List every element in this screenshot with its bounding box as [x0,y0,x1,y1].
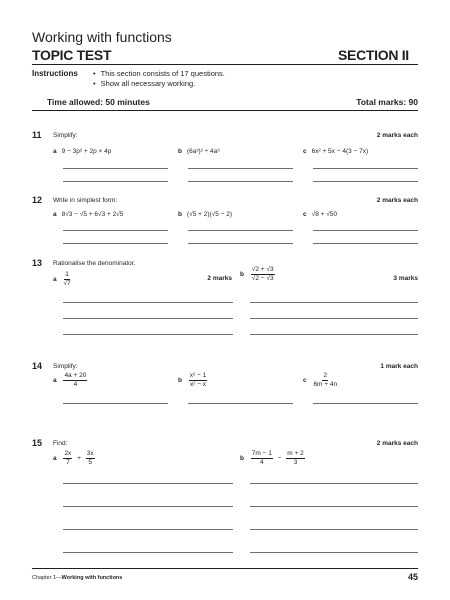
answer-line[interactable] [188,243,293,244]
instructions-divider [32,110,418,111]
fraction [63,271,70,288]
footer-chapter-name: Working with functions [61,575,123,581]
answer-line[interactable] [250,552,418,553]
fraction [286,450,304,467]
expression: √8 + √50 [311,211,338,218]
fraction [63,372,87,389]
fraction [251,450,273,467]
operator: − [277,455,282,463]
question-prompt: Write in simplest form: [53,197,118,204]
part-a [53,450,95,467]
part-label: a [53,276,57,284]
answer-line[interactable] [250,506,418,507]
answer-line[interactable] [63,403,168,404]
question-marks: 2 marks each [376,197,418,204]
part-marks: 3 marks [393,275,418,282]
topic-test-label: TOPIC TEST [32,47,112,63]
answer-line[interactable] [188,168,293,169]
answer-line[interactable] [250,302,418,303]
answer-line[interactable] [313,168,418,169]
answer-line[interactable] [63,318,233,319]
answer-line[interactable] [63,243,168,244]
numerator: 2x [64,450,72,457]
question-marks: 2 marks each [376,132,418,139]
part-c [303,148,368,155]
part-label: b [240,455,244,463]
answer-line[interactable] [63,552,233,553]
answer-line[interactable] [63,506,233,507]
question-number: 12 [32,195,43,205]
answer-line[interactable] [250,318,418,319]
part-b [178,211,232,218]
time-allowed: Time allowed: 50 minutes [47,97,150,107]
operator: + [77,455,81,463]
part-c [303,372,337,389]
footer-chapter [32,575,122,581]
denominator: x² − x [189,381,207,388]
question-prompt: Simplify: [53,132,78,139]
part-a [53,211,123,218]
fraction [189,372,207,389]
part-label: b [178,211,182,218]
instruction-item: • Show all necessary working. [93,79,225,89]
instructions-list [93,69,225,89]
expression: (√5 + 2)(√5 − 2) [186,211,233,218]
part-label: a [53,377,57,385]
page-number: 45 [407,572,418,582]
question-number: 15 [32,438,43,448]
numerator: 1 [65,271,69,278]
fraction [313,372,337,389]
answer-line[interactable] [250,334,418,335]
part-label: c [303,377,307,385]
numerator: m + 2 [287,450,304,457]
expression: 8√3 − √5 + 6√3 + 2√5 [61,211,124,218]
answer-line[interactable] [313,230,418,231]
question-prompt: Rationalise the denominator. [53,260,136,267]
answer-line[interactable] [63,302,233,303]
numerator: √2 + √3 [251,266,274,273]
question-prompt: Simplify: [53,363,78,370]
footer-divider [32,568,418,569]
answer-line[interactable] [63,181,168,182]
answer-line[interactable] [313,181,418,182]
answer-line[interactable] [63,230,168,231]
part-b [178,372,207,389]
total-marks: Total marks: 90 [356,97,418,107]
part-b [240,450,305,467]
part-label: c [303,148,307,155]
header-divider [32,64,418,65]
part-a [53,372,87,389]
answer-line[interactable] [250,529,418,530]
part-b [178,148,220,155]
part-label: b [240,271,244,279]
question-number: 13 [32,258,43,268]
denominator: 4 [260,459,264,466]
fraction [251,266,275,283]
answer-line[interactable] [63,334,233,335]
answer-line[interactable] [313,403,418,404]
answer-line[interactable] [188,403,293,404]
part-label: b [178,377,182,385]
part-a [53,148,111,155]
denominator: 4 [73,381,78,388]
answer-line[interactable] [188,181,293,182]
part-a [53,271,71,288]
answer-line[interactable] [63,529,233,530]
question-marks: 2 marks each [376,440,418,447]
answer-line[interactable] [63,168,168,169]
numerator: 7m − 1 [251,450,272,457]
part-c [303,211,337,218]
denominator: 6m + 4n [313,381,338,388]
question-prompt: Find: [53,440,68,447]
chapter-title: Working with functions [32,29,172,45]
denominator: 5 [88,459,92,466]
answer-line[interactable] [188,230,293,231]
numerator: 4a + 20 [64,372,87,379]
section-label: SECTION II [338,47,409,63]
denominator: √2 − √3 [251,275,274,282]
denominator: √7 [63,280,71,287]
part-label: b [178,148,182,155]
part-label: a [53,211,57,218]
part-label: a [53,148,57,155]
expression: 9 − 3p² + 2p × 4p [61,148,112,155]
instruction-item: • This section consists of 17 questions. [93,69,225,79]
instructions-label: Instructions [32,69,78,78]
denominator: 3 [293,459,298,466]
answer-line[interactable] [250,483,418,484]
numerator: 2 [323,372,328,379]
answer-line[interactable] [63,483,233,484]
question-marks: 1 mark each [380,363,418,370]
numerator: 3x [86,450,94,457]
question-number: 14 [32,361,43,371]
expression: (6a³)² ÷ 4a⁶ [186,148,220,155]
expression: 6x² + 5x − 4(3 − 7x) [311,148,369,155]
answer-line[interactable] [313,243,418,244]
part-marks: 2 marks [207,275,232,282]
numerator: x² − 1 [189,372,207,379]
part-label: c [303,211,307,218]
part-b [240,266,275,283]
footer-chapter-prefix: Chapter 1— [32,575,62,581]
fraction [63,450,72,467]
part-label: a [53,455,57,463]
denominator: 7 [66,459,70,466]
question-number: 11 [32,130,42,140]
fraction [86,450,95,467]
